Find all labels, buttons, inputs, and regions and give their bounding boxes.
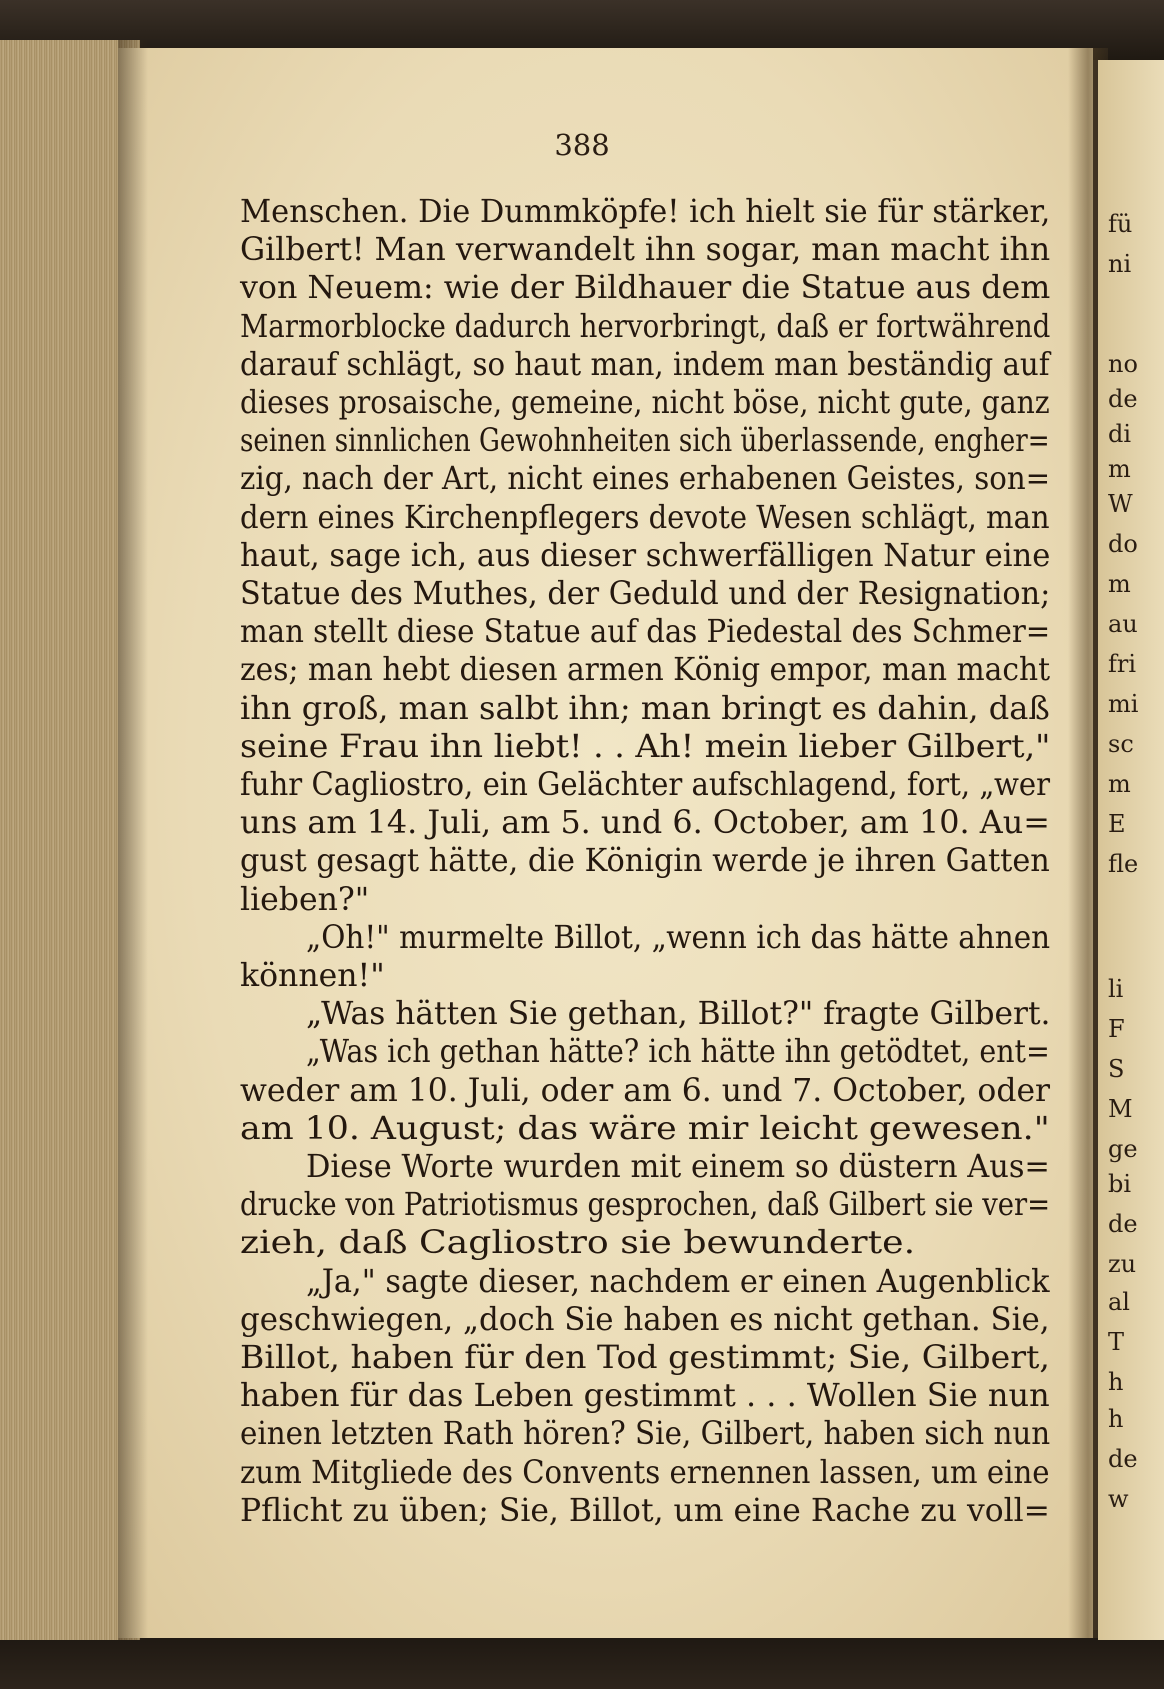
next-page-fragment: no (1108, 350, 1138, 378)
text-line: uns am 14. Juli, am 5. und 6. October, am 10. Au= (240, 805, 1050, 842)
next-page-fragment: W (1108, 490, 1133, 518)
text-line: man stellt diese Statue auf das Piedestal des Schmer= (240, 614, 1051, 651)
next-page-fragment: ge (1108, 1135, 1138, 1163)
text-line: drucke von Patriotismus gesprochen, daß Gilbert sie ver= (240, 1187, 1051, 1224)
next-page-fragment: h (1108, 1368, 1124, 1396)
next-page-fragment: m (1108, 570, 1131, 598)
next-page-fragment: m (1108, 770, 1131, 798)
text-line: ihn groß, man salbt ihn; man bringt es dahin, daß (240, 690, 1050, 727)
text-line: Gilbert! Man verwandelt ihn sogar, man macht ihn (240, 232, 1051, 269)
text-line: zig, nach der Art, nicht eines erhabenen Geistes, son= (240, 461, 1051, 498)
text-line: gust gesagt hätte, die Königin werde je ihren Gatten (240, 843, 1050, 880)
text-line: geschwiegen, „doch Sie haben es nicht gethan. Sie, (240, 1301, 1050, 1338)
next-page-fragment: h (1108, 1405, 1124, 1433)
page-number: 388 (554, 128, 610, 162)
next-page-fragment: au (1108, 610, 1138, 638)
text-line: haben für das Leben gestimmt . . . Wollen Sie nun (240, 1378, 1050, 1415)
next-page-fragment: fle (1108, 850, 1139, 878)
next-page-fragment: fri (1108, 650, 1137, 678)
text-line: „Oh!" murmelte Billot, „wenn ich das hätte ahnen (306, 919, 1051, 956)
text-line: „Was ich gethan hätte? ich hätte ihn getödtet, ent= (306, 1034, 1050, 1071)
text-line: zieh, daß Cagliostro sie bewunderte. (240, 1225, 916, 1262)
next-page-fragment: F (1108, 1015, 1125, 1043)
text-line: darauf schlägt, so haut man, indem man beständig auf (240, 346, 1050, 383)
text-line: fuhr Cagliostro, ein Gelächter aufschlagend, fort, „wer (240, 767, 1051, 803)
next-page-fragment: w (1108, 1485, 1129, 1513)
next-page-fragment: ni (1108, 250, 1132, 278)
text-line: „Was hätten Sie gethan, Billot?" fragte Gilbert. (306, 996, 1051, 1033)
next-page-fragment: sc (1108, 730, 1134, 758)
next-page-fragment: bi (1108, 1170, 1132, 1198)
page-edge-shadow (118, 40, 148, 1640)
text-line: Menschen. Die Dummköpfe! ich hielt sie für stärker, (240, 194, 1051, 230)
next-page-fragment: mi (1108, 690, 1139, 718)
text-line: einen letzten Rath hören? Sie, Gilbert, haben sich nun (240, 1416, 1051, 1453)
text-line: können!" (240, 958, 385, 994)
table-surface-bottom (0, 1630, 1164, 1689)
text-line: dern eines Kirchenpflegers devote Wesen schlägt, man (240, 499, 1050, 536)
next-page-fragment: S (1108, 1055, 1125, 1083)
text-line: zes; man hebt diesen armen König empor, man macht (240, 652, 1051, 689)
text-line: am 10. August; das wäre mir leicht gewesen." (240, 1110, 1050, 1147)
next-page-fragment: fü (1108, 210, 1133, 238)
next-page-fragment: zu (1108, 1250, 1137, 1278)
text-line: zum Mitgliede des Convents ernennen lassen, um eine (240, 1454, 1050, 1491)
text-line: seine Frau ihn liebt! . . Ah! mein lieber Gilbert," (240, 728, 1051, 765)
text-line: Pflicht zu üben; Sie, Billot, um eine Rache zu voll= (240, 1492, 1050, 1529)
next-page-fragment: al (1108, 1288, 1130, 1316)
text-line: von Neuem: wie der Bildhauer die Statue aus dem (240, 270, 1051, 307)
next-page-fragment: de (1108, 1210, 1138, 1238)
next-page-fragment: do (1108, 530, 1138, 558)
text-line: Marmorblocke dadurch hervorbringt, daß er fortwährend (240, 308, 1051, 345)
text-line: Statue des Muthes, der Geduld und der Resignation; (240, 576, 1051, 612)
text-line: „Ja," sagte dieser, nachdem er einen Augenblick (306, 1263, 1050, 1300)
book-page-right-partial (1098, 60, 1164, 1640)
next-page-fragment: m (1108, 455, 1131, 483)
text-line: Billot, haben für den Tod gestimmt; Sie, Gilbert, (240, 1340, 1050, 1376)
next-page-fragment: M (1108, 1095, 1133, 1123)
next-page-fragment: di (1108, 420, 1132, 448)
text-line: Diese Worte wurden mit einem so düstern Aus= (306, 1149, 1050, 1185)
text-line: dieses prosaische, gemeine, nicht böse, nicht gute, ganz (240, 385, 1050, 421)
text-line: seinen sinnlichen Gewohnheiten sich überlassende, engher= (240, 423, 1050, 460)
text-line: weder am 10. Juli, oder am 6. und 7. October, oder (240, 1072, 1051, 1109)
next-page-fragment: de (1108, 1445, 1138, 1473)
text-line: lieben?" (240, 881, 370, 918)
next-page-fragment: E (1108, 810, 1126, 838)
next-page-fragment: li (1108, 975, 1124, 1003)
next-page-fragment: T (1108, 1328, 1125, 1356)
next-page-fragment: de (1108, 385, 1138, 413)
text-line: haut, sage ich, aus dieser schwerfälligen Natur eine (240, 537, 1051, 574)
